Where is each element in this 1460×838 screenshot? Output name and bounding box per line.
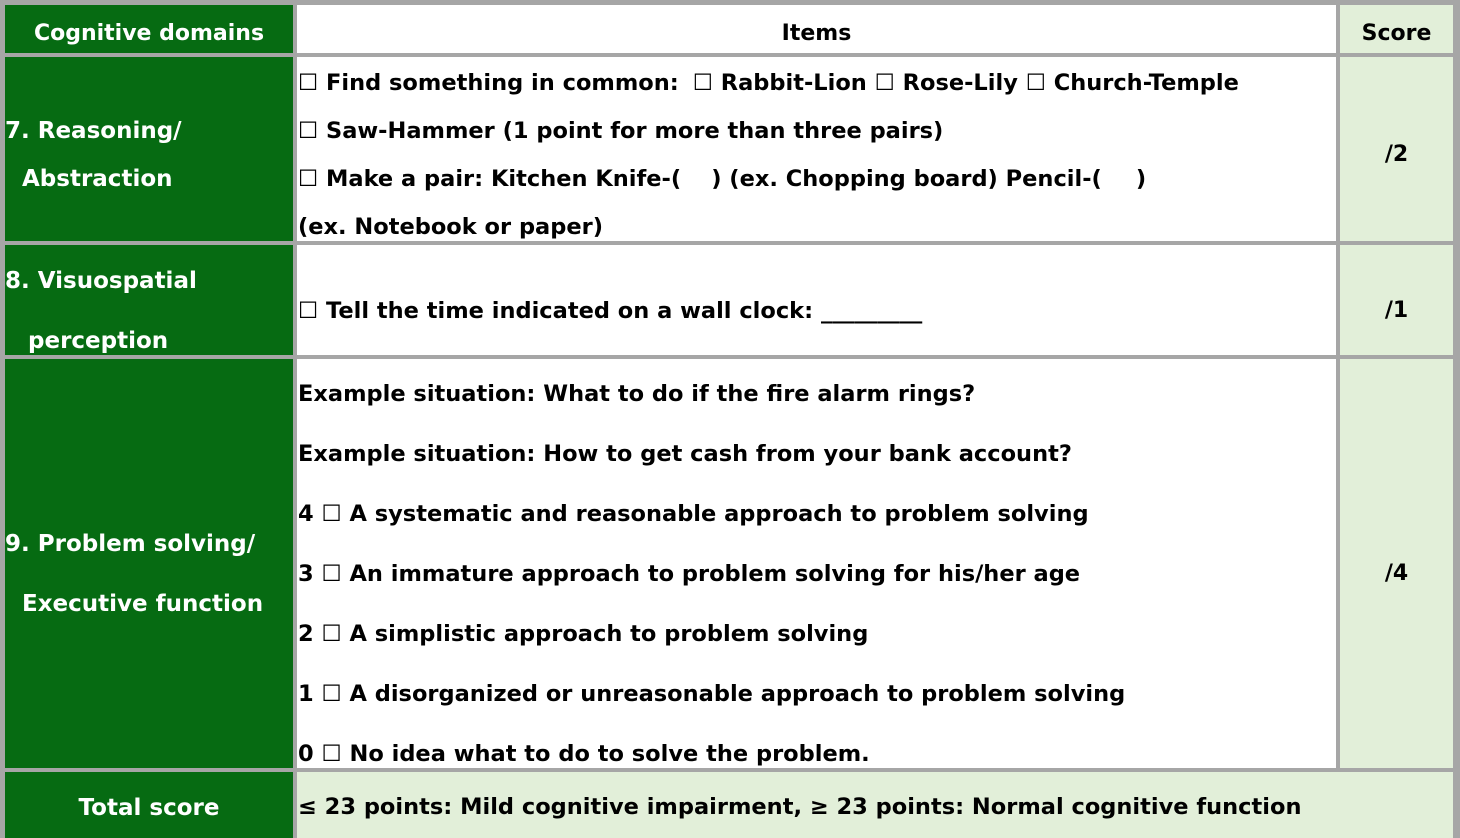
- problem-option-1: 1 ☐ A disorganized or unreasonable approach to problem solving: [298, 681, 1126, 707]
- reasoning-make-pair-pencil: ) (ex. Chopping board) Pencil-(: [711, 166, 1102, 192]
- row-reasoning-score: /2: [1384, 142, 1409, 167]
- row-reasoning-score-cell: [1340, 57, 1453, 241]
- row-visuospatial-score-cell: [1340, 245, 1453, 355]
- row-reasoning-domain-line1: 7. Reasoning/: [5, 118, 182, 144]
- problem-example-fire: Example situation: What to do if the fire alarm rings?: [298, 381, 976, 407]
- problem-option-2: 2 ☐ A simplistic approach to problem solving: [298, 621, 869, 647]
- header-items-cell: [297, 5, 1336, 53]
- header-domains-cell: [5, 5, 293, 53]
- row-problem-domain-cell: [5, 359, 293, 768]
- reasoning-example-line: (ex. Notebook or paper): [298, 214, 603, 240]
- row-visuospatial-score: /1: [1384, 298, 1409, 323]
- reasoning-make-pair-line: [298, 165, 1146, 193]
- total-label-cell: [5, 772, 293, 838]
- total-score-criteria: ≤ 23 points: Mild cognitive impairment, ≥ 23 points: Normal cognitive function: [298, 794, 1302, 820]
- header-domains-label: Cognitive domains: [33, 21, 265, 46]
- row-problem-score-cell: [1340, 359, 1453, 768]
- reasoning-saw-hammer-line: ☐ Saw-Hammer (1 point for more than three pairs): [298, 118, 944, 144]
- row-problem-domain-line1: 9. Problem solving/: [5, 531, 256, 557]
- reasoning-find-common-label: ☐ Find something in common:: [298, 70, 679, 96]
- total-text-cell: [297, 772, 1453, 838]
- row-reasoning-domain-cell: [5, 57, 293, 241]
- visuospatial-clock-line: ☐ Tell the time indicated on a wall clock: _________: [298, 298, 923, 324]
- row-reasoning-items-cell: [297, 57, 1336, 241]
- problem-option-0: 0 ☐ No idea what to do to solve the problem.: [298, 741, 870, 767]
- problem-option-3: 3 ☐ An immature approach to problem solving for his/her age: [298, 561, 1081, 587]
- header-items-label: Items: [781, 21, 852, 46]
- row-reasoning-domain-line2: Abstraction: [22, 166, 173, 192]
- row-visuospatial-domain-cell: [5, 245, 293, 355]
- total-score-label: Total score: [78, 795, 220, 821]
- reasoning-make-pair-close: ): [1135, 166, 1147, 192]
- row-visuospatial-items-cell: [297, 245, 1336, 355]
- header-score-cell: [1340, 5, 1453, 53]
- problem-example-cash: Example situation: How to get cash from your bank account?: [298, 441, 1072, 467]
- row-problem-items-cell: [297, 359, 1336, 768]
- reasoning-make-pair-knife: ☐ Make a pair: Kitchen Knife-(: [298, 166, 682, 192]
- row-problem-score: /4: [1384, 561, 1409, 586]
- header-score-label: Score: [1361, 21, 1432, 46]
- reasoning-pairs-options: ☐ Rabbit-Lion ☐ Rose-Lily ☐ Church-Temple: [692, 70, 1239, 96]
- row-visuospatial-domain-line1: 8. Visuospatial: [5, 268, 197, 294]
- problem-option-4: 4 ☐ A systematic and reasonable approach to problem solving: [298, 501, 1089, 527]
- reasoning-find-common-line: [298, 69, 1239, 97]
- row-problem-domain-line2: Executive function: [22, 591, 264, 617]
- row-visuospatial-domain-line2: perception: [28, 328, 169, 354]
